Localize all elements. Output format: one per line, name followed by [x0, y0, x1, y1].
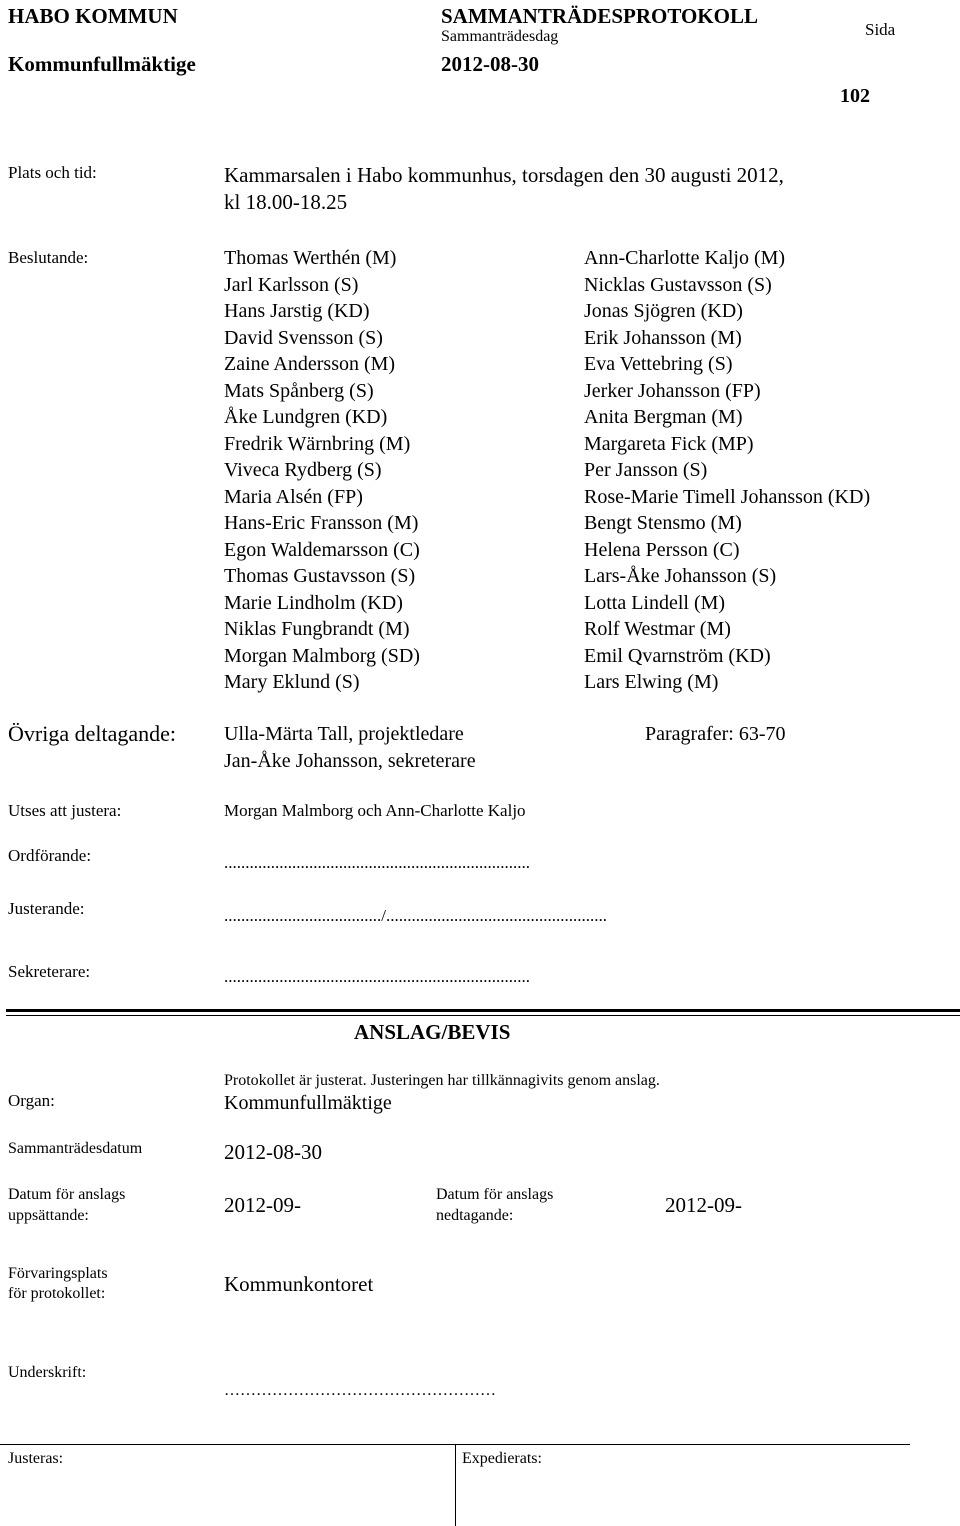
decision-maker-name: Thomas Werthén (M): [224, 247, 397, 269]
paragraphs-range: Paragrafer: 63-70: [645, 723, 786, 745]
decision-maker-name: Niklas Fungbrandt (M): [224, 618, 410, 640]
notice-statement: Protokollet är justerat. Justeringen har tillkännagivits genom anslag.: [224, 1072, 660, 1089]
decision-maker-name: Fredrik Wärnbring (M): [224, 432, 411, 455]
decision-maker-name: Bengt Stensmo (M): [584, 512, 742, 534]
secretary-signature-line: ........................................................................: [224, 967, 530, 986]
decision-maker-name: Maria Alsén (FP): [224, 485, 363, 508]
organ-value: Kommunfullmäktige: [224, 1092, 392, 1114]
secretary-label: Sekreterare:: [8, 962, 91, 981]
decision-maker-name: Helena Persson (C): [584, 538, 740, 561]
chair-label: Ordförande:: [8, 846, 92, 865]
chair-signature-line: ........................................................................: [224, 853, 530, 872]
decision-maker-name: Lars Elwing (M): [584, 671, 719, 693]
removed-date-label-1: Datum för anslags: [436, 1186, 554, 1203]
decision-maker-name: Anita Bergman (M): [584, 406, 743, 428]
meeting-date-notice-label: Sammanträdesdatum: [8, 1140, 143, 1157]
decision-maker-name: Jerker Johansson (FP): [584, 379, 761, 402]
removed-date-value: 2012-09-: [665, 1193, 742, 1217]
decision-maker-name: Jarl Karlsson (S): [224, 273, 359, 296]
decision-maker-name: Viveca Rydberg (S): [224, 459, 382, 481]
decision-maker-name: David Svensson (S): [224, 326, 383, 349]
others-label: Övriga deltagande:: [8, 721, 176, 746]
adjusters-signature-line: ...................................../....................................................: [224, 906, 607, 925]
place-time-label: Plats och tid:: [8, 163, 97, 182]
posted-date-value: 2012-09-: [224, 1193, 301, 1217]
decision-makers-left-column: [224, 245, 420, 696]
storage-label-1: Förvaringsplats: [8, 1265, 108, 1282]
decision-maker-name: Marie Lindholm (KD): [224, 591, 403, 614]
removed-date-label-2: nedtagande:: [436, 1207, 514, 1224]
decision-maker-name: Mats Spånberg (S): [224, 379, 374, 402]
divider-rule-thin: [6, 1015, 960, 1016]
decision-maker-name: Margareta Fick (MP): [584, 432, 754, 455]
decision-maker-name: Jonas Sjögren (KD): [584, 300, 743, 322]
decision-maker-name: Mary Eklund (S): [224, 671, 360, 693]
decision-maker-name: Emil Qvarnström (KD): [584, 644, 771, 667]
adjusters-appointed-label: Utses att justera:: [8, 801, 122, 820]
decision-makers-label: Beslutande:: [8, 248, 89, 267]
checked-label: Justeras:: [8, 1450, 64, 1467]
adjusters-appointed-value: Morgan Malmborg och Ann-Charlotte Kaljo: [224, 801, 526, 820]
organization-name: HABO KOMMUN: [8, 4, 178, 28]
page-number: 102: [840, 85, 870, 107]
place-time-line-1: Kammarsalen i Habo kommunhus, torsdagen den 30 augusti 2012,: [224, 163, 784, 187]
decision-maker-name: Lars-Åke Johansson (S): [584, 565, 777, 587]
storage-label-2: för protokollet:: [8, 1285, 106, 1302]
page-label: Sida: [865, 20, 896, 39]
decision-maker-name: Per Jansson (S): [584, 459, 708, 481]
meeting-date-notice-value: 2012-08-30: [224, 1140, 322, 1164]
dispatched-label: Expedierats:: [462, 1450, 542, 1467]
signature-line: ……………………………………………: [224, 1382, 496, 1399]
others-line-2: Jan-Åke Johansson, sekreterare: [224, 750, 476, 772]
decision-maker-name: Thomas Gustavsson (S): [224, 565, 416, 587]
decision-maker-name: Eva Vettebring (S): [584, 353, 733, 375]
decision-maker-name: Nicklas Gustavsson (S): [584, 273, 772, 296]
decision-maker-name: Rolf Westmar (M): [584, 618, 731, 640]
posted-date-label-2: uppsättande:: [8, 1207, 89, 1224]
decision-maker-name: Hans Jarstig (KD): [224, 300, 370, 322]
decision-maker-name: Åke Lundgren (KD): [224, 406, 388, 428]
decision-maker-name: Hans-Eric Fransson (M): [224, 512, 419, 534]
decision-maker-name: Zaine Andersson (M): [224, 353, 396, 375]
place-time-line-2: kl 18.00-18.25: [224, 190, 348, 214]
storage-value: Kommunkontoret: [224, 1272, 374, 1296]
decision-maker-name: Morgan Malmborg (SD): [224, 644, 420, 667]
decision-maker-name: Ann-Charlotte Kaljo (M): [584, 247, 786, 269]
decision-maker-name: Erik Johansson (M): [584, 326, 742, 349]
meeting-date: 2012-08-30: [441, 52, 539, 76]
decision-maker-name: Rose-Marie Timell Johansson (KD): [584, 485, 871, 508]
divider-rule: [6, 1009, 960, 1012]
decision-maker-name: Lotta Lindell (M): [584, 591, 726, 614]
decision-maker-name: Egon Waldemarsson (C): [224, 538, 420, 561]
meeting-date-label: Sammanträdesdag: [441, 28, 559, 45]
committee-name: Kommunfullmäktige: [8, 52, 196, 76]
signature-label: Underskrift:: [8, 1364, 87, 1381]
decision-makers-right-column: [584, 245, 870, 696]
posted-date-label-1: Datum för anslags: [8, 1186, 126, 1203]
footer-column-divider: [455, 1444, 456, 1526]
others-line-1: Ulla-Märta Tall, projektledare: [224, 723, 464, 745]
document-type: SAMMANTRÄDESPROTOKOLL: [441, 4, 758, 28]
organ-label: Organ:: [8, 1091, 55, 1110]
notice-title: ANSLAG/BEVIS: [354, 1020, 511, 1044]
adjusters-label: Justerande:: [8, 899, 85, 918]
